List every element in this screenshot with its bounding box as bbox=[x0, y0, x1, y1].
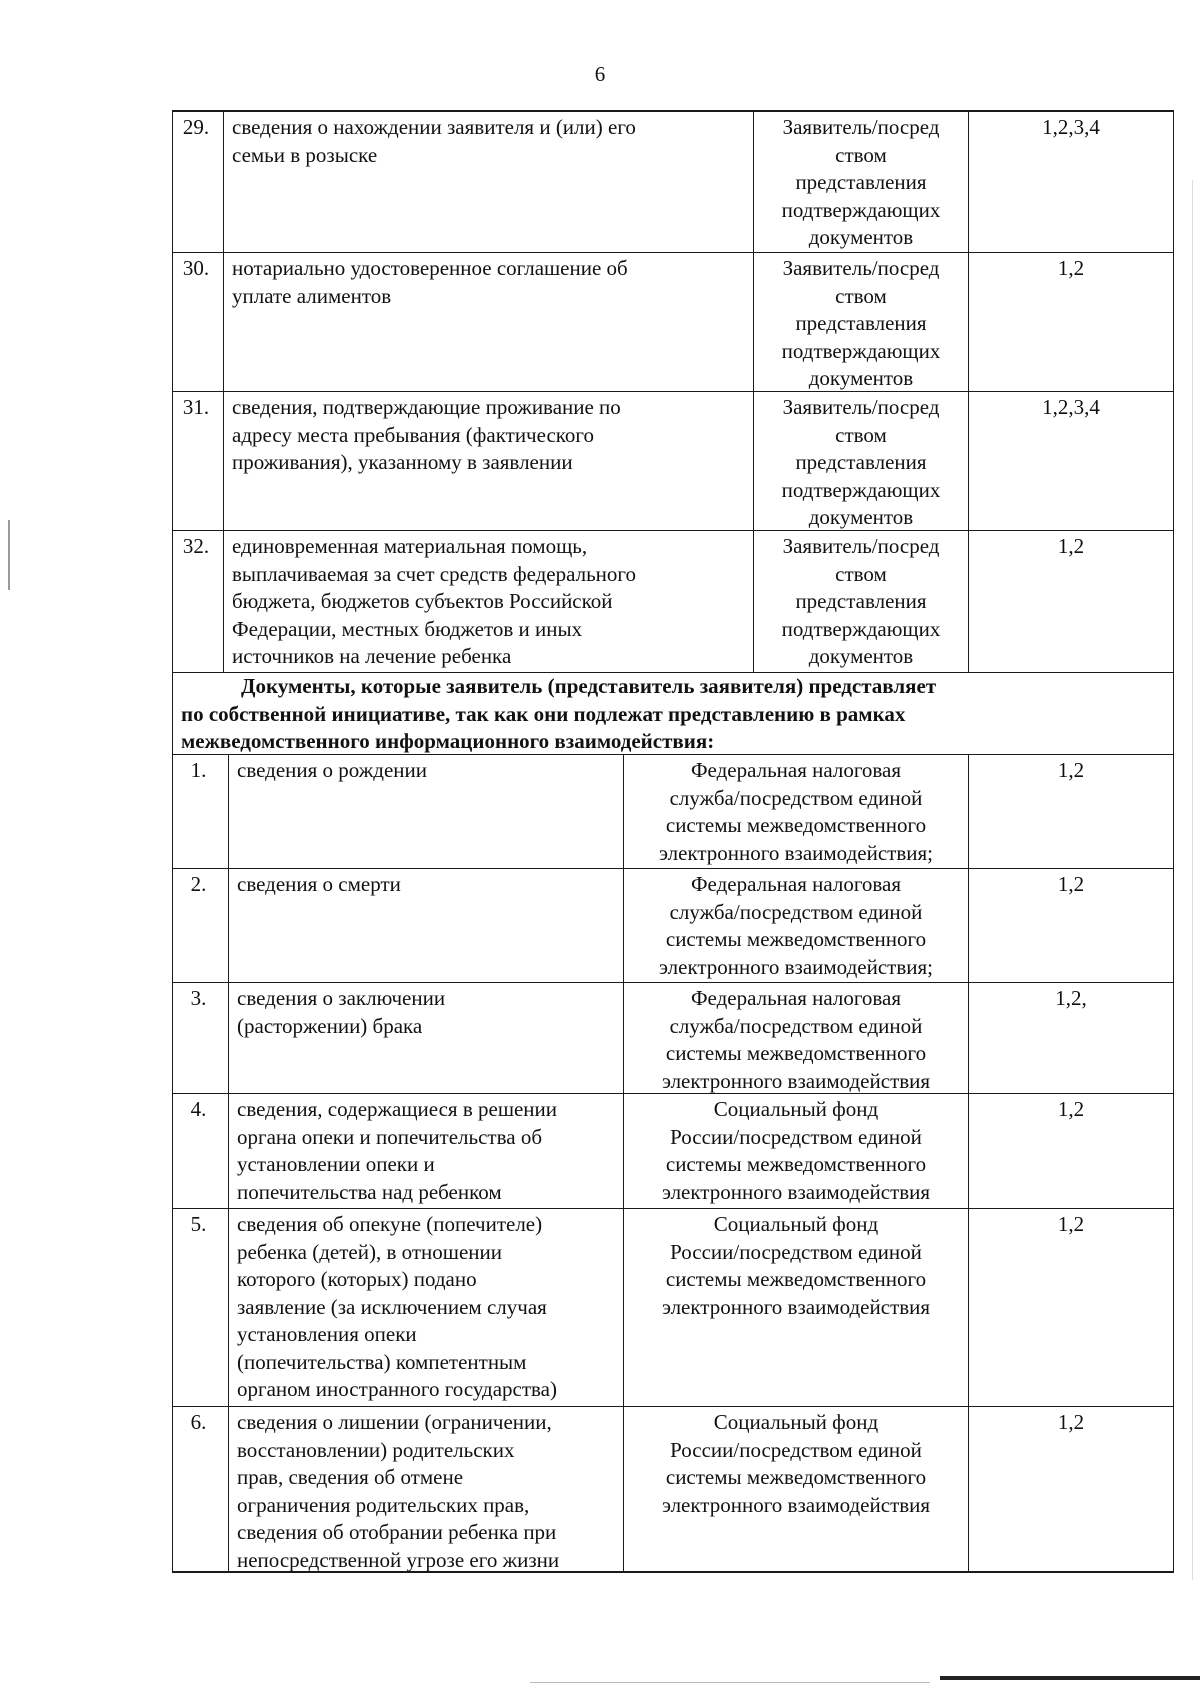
applicable-points: 1,2 bbox=[968, 869, 1173, 982]
text-line: Федеральная налоговая bbox=[690, 758, 902, 782]
text-line: установлении опеки и bbox=[237, 1152, 435, 1176]
text-line: подтверждающих bbox=[781, 338, 941, 363]
text-line: сведения, содержащиеся в решении bbox=[237, 1097, 558, 1121]
applicable-points: 1,2 bbox=[968, 253, 1173, 391]
text-line: служба/посредством единой bbox=[669, 785, 923, 810]
applicable-points: 1,2 bbox=[968, 1209, 1173, 1406]
text-line: служба/посредством единой bbox=[669, 899, 923, 924]
table-row bbox=[173, 1209, 1173, 1407]
document-name bbox=[228, 1209, 623, 1406]
text-line: ством bbox=[835, 422, 887, 447]
applicable-points: 1,2,3,4 bbox=[968, 112, 1173, 252]
text-line: системы межведомственного bbox=[665, 1152, 927, 1176]
text-line: бюджета, бюджетов субъектов Российской bbox=[232, 589, 613, 613]
row-number: 1. bbox=[190, 758, 207, 782]
document-source bbox=[623, 1094, 968, 1208]
text-line: проживания), указанному в заявлении bbox=[232, 450, 573, 474]
scan-artifact bbox=[1192, 180, 1193, 1580]
document-source bbox=[623, 755, 968, 868]
document-name bbox=[223, 253, 753, 391]
text-line: выплачиваемая за счет средств федерального bbox=[232, 561, 637, 586]
document-source bbox=[753, 531, 968, 672]
applicable-points: 1,2 bbox=[968, 1094, 1173, 1208]
text-line: ством bbox=[835, 142, 887, 167]
table-row bbox=[173, 253, 1173, 392]
text-line: электронного взаимодействия bbox=[661, 1179, 931, 1204]
text-line: Федеральная налоговая bbox=[690, 986, 902, 1010]
text-line: ством bbox=[835, 561, 887, 586]
heading-line: межведомственного информационного взаимодействия: bbox=[181, 729, 715, 753]
text-line: адресу места пребывания (фактического bbox=[232, 422, 595, 447]
text-line: Заявитель/посред bbox=[782, 395, 940, 419]
text-line: подтверждающих bbox=[781, 616, 941, 641]
applicable-points: 1,2 bbox=[968, 531, 1173, 672]
row-number: 32. bbox=[182, 534, 210, 558]
text-line: документов bbox=[808, 225, 914, 249]
row-number: 30. bbox=[182, 256, 210, 280]
text-line: единовременная материальная помощь, bbox=[232, 534, 588, 558]
document-name bbox=[228, 869, 623, 982]
text-line: нотариально удостоверенное соглашение об bbox=[232, 256, 628, 280]
text-line: России/посредством единой bbox=[670, 1239, 922, 1264]
text-line: системы межведомственного bbox=[665, 813, 927, 837]
scan-artifact bbox=[8, 520, 10, 590]
row-number: 29. bbox=[182, 115, 210, 139]
text-line: России/посредством единой bbox=[670, 1437, 922, 1462]
scan-artifact bbox=[530, 1682, 930, 1683]
document-source bbox=[623, 1407, 968, 1571]
text-line: электронного взаимодействия bbox=[661, 1068, 931, 1093]
text-line: сведения о лишении (ограничении, bbox=[237, 1410, 552, 1434]
text-line: представления bbox=[795, 589, 927, 613]
text-line: Федерации, местных бюджетов и иных bbox=[232, 616, 583, 641]
text-line: подтверждающих bbox=[781, 197, 941, 222]
text-line: сведения о нахождении заявителя и (или) его bbox=[232, 115, 636, 139]
document-name bbox=[223, 531, 753, 672]
text-line: сведения, подтверждающие проживание по bbox=[232, 395, 621, 419]
section-heading bbox=[173, 673, 1173, 755]
text-line: ством bbox=[835, 283, 887, 308]
text-line: заявление (за исключением случая bbox=[237, 1294, 547, 1319]
row-number: 6. bbox=[190, 1410, 207, 1434]
document-source bbox=[623, 983, 968, 1093]
text-line: системы межведомственного bbox=[665, 927, 927, 951]
text-line: ребенка (детей), в отношении bbox=[237, 1239, 502, 1264]
text-line: прав, сведения об отмене bbox=[237, 1465, 464, 1489]
document-name bbox=[228, 983, 623, 1093]
text-line: Федеральная налоговая bbox=[690, 872, 902, 896]
documents-table bbox=[172, 110, 1174, 1573]
table-row bbox=[173, 112, 1173, 253]
text-line: системы межведомственного bbox=[665, 1465, 927, 1489]
text-line: сведения об опекуне (попечителе) bbox=[237, 1212, 543, 1236]
text-line: которого (которых) подано bbox=[237, 1267, 477, 1291]
text-line: электронного взаимодействия; bbox=[659, 954, 933, 979]
text-line: подтверждающих bbox=[781, 477, 941, 502]
table-row bbox=[173, 531, 1173, 673]
table-row bbox=[173, 1407, 1173, 1571]
text-line: источников на лечение ребенка bbox=[232, 644, 512, 668]
text-line: представления bbox=[795, 170, 927, 194]
text-line: попечительства над ребенком bbox=[237, 1179, 502, 1204]
document-source bbox=[753, 112, 968, 252]
applicable-points: 1,2 bbox=[968, 755, 1173, 868]
text-line: системы межведомственного bbox=[665, 1041, 927, 1065]
row-number: 2. bbox=[190, 872, 207, 896]
text-line: Социальный фонд bbox=[713, 1212, 879, 1236]
text-line: органа опеки и попечительства об bbox=[237, 1124, 543, 1149]
document-name bbox=[228, 755, 623, 868]
document-name bbox=[223, 112, 753, 252]
text-line: (попечительства) компетентным bbox=[237, 1349, 527, 1374]
row-number: 31. bbox=[182, 395, 210, 419]
heading-line: по собственной инициативе, так как они подлежат представлению в рамках bbox=[181, 701, 906, 726]
text-line: уплате алиментов bbox=[232, 283, 392, 308]
text-line: Социальный фонд bbox=[713, 1410, 879, 1434]
text-line: семьи в розыске bbox=[232, 142, 378, 167]
text-line: системы межведомственного bbox=[665, 1267, 927, 1291]
applicable-points: 1,2, bbox=[968, 983, 1173, 1093]
text-line: электронного взаимодействия bbox=[661, 1294, 931, 1319]
text-line: сведения о заключении bbox=[237, 986, 446, 1010]
document-name bbox=[228, 1094, 623, 1208]
row-number: 3. bbox=[190, 986, 207, 1010]
table-row bbox=[173, 1094, 1173, 1209]
text-line: представления bbox=[795, 311, 927, 335]
text-line: сведения о смерти bbox=[237, 872, 401, 896]
applicable-points: 1,2 bbox=[968, 1407, 1173, 1571]
text-line: сведения об отобрании ребенка при bbox=[237, 1520, 557, 1544]
text-line: сведения о рождении bbox=[237, 758, 428, 782]
document-source bbox=[753, 253, 968, 391]
text-line: (расторжении) брака bbox=[237, 1013, 423, 1038]
row-number: 5. bbox=[190, 1212, 207, 1236]
text-line: Социальный фонд bbox=[713, 1097, 879, 1121]
table-row bbox=[173, 392, 1173, 531]
scan-artifact bbox=[940, 1676, 1200, 1680]
text-line: Заявитель/посред bbox=[782, 115, 940, 139]
page-number: 6 bbox=[594, 62, 606, 86]
text-line: Заявитель/посред bbox=[782, 256, 940, 280]
text-line: представления bbox=[795, 450, 927, 474]
document-name bbox=[223, 392, 753, 530]
table-row bbox=[173, 869, 1173, 983]
document-name bbox=[228, 1407, 623, 1571]
text-line: документов bbox=[808, 505, 914, 529]
text-line: органом иностранного государства) bbox=[237, 1377, 557, 1401]
row-number: 4. bbox=[190, 1097, 207, 1121]
heading-line: Документы, которые заявитель (представитель заявителя) представляет bbox=[241, 674, 937, 698]
text-line: Заявитель/посред bbox=[782, 534, 940, 558]
text-line: электронного взаимодействия; bbox=[659, 840, 933, 865]
text-line: восстановлении) родительских bbox=[237, 1437, 515, 1462]
document-source bbox=[753, 392, 968, 530]
text-line: документов bbox=[808, 366, 914, 390]
text-line: документов bbox=[808, 644, 914, 668]
table-row bbox=[173, 755, 1173, 869]
text-line: служба/посредством единой bbox=[669, 1013, 923, 1038]
text-line: непосредственной угрозе его жизни bbox=[237, 1547, 560, 1572]
table-row bbox=[173, 983, 1173, 1094]
text-line: России/посредством единой bbox=[670, 1124, 922, 1149]
document-source bbox=[623, 1209, 968, 1406]
document-source bbox=[623, 869, 968, 982]
text-line: установления опеки bbox=[237, 1322, 417, 1346]
text-line: электронного взаимодействия bbox=[661, 1492, 931, 1517]
applicable-points: 1,2,3,4 bbox=[968, 392, 1173, 530]
text-line: ограничения родительских прав, bbox=[237, 1492, 530, 1517]
